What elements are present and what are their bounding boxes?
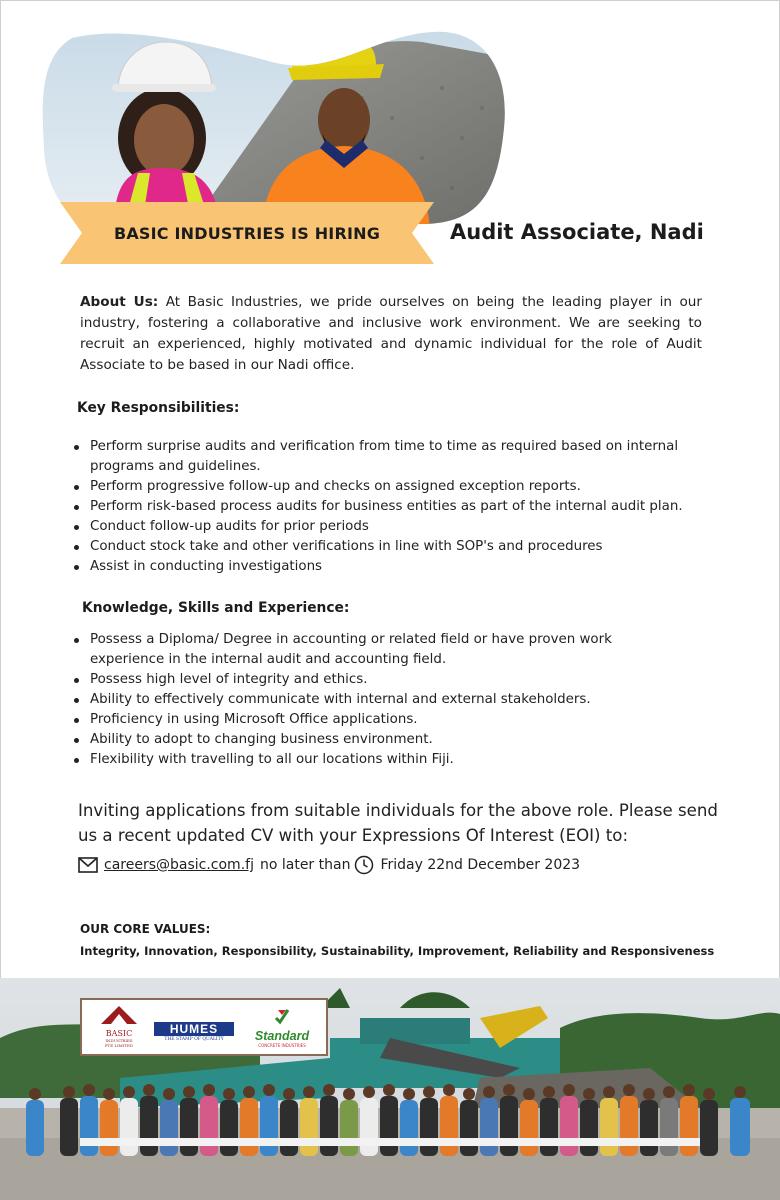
list-item: Conduct stock take and other verifications in line with SOP's and procedures: [74, 537, 714, 557]
list-item: Ability to effectively communicate with internal and external stakeholders.: [74, 690, 634, 710]
about-paragraph: [80, 292, 702, 376]
knowledge-list: [74, 630, 634, 770]
basic-logo-line2: INDUSTRIES: [105, 1038, 133, 1043]
mail-icon: [78, 857, 98, 873]
list-item: Perform progressive follow-up and checks on assigned exception reports.: [74, 477, 714, 497]
about-text: At Basic Industries, we pride ourselves on being the leading player in our industry, fostering a collaborative and inclusive work environment. We are seeking to recruit an experienced, highly motivated and dynamic individual for the role of Audit Associate to be based in our Nadi office.: [80, 294, 702, 373]
basic-logo-text: BASIC: [105, 1029, 133, 1038]
company-logos: [80, 998, 328, 1056]
core-values-text: Integrity, Innovation, Responsibility, Sustainability, Improvement, Reliability and Responsiveness: [80, 944, 715, 958]
job-title: Audit Associate, Nadi: [450, 220, 704, 244]
about-label: About Us:: [80, 294, 159, 310]
basic-industries-logo: [96, 1004, 142, 1048]
knowledge-heading: Knowledge, Skills and Experience:: [82, 600, 350, 616]
hiring-banner-text: BASIC INDUSTRIES IS HIRING: [113, 223, 381, 243]
list-item: Perform risk-based process audits for business entities as part of the internal audit plan.: [74, 497, 714, 517]
deadline-prefix: no later than: [259, 857, 351, 873]
responsibilities-heading: Key Responsibilities:: [77, 400, 240, 416]
list-item: Possess a Diploma/ Degree in accounting or related field or have proven work experience in the internal audit and accounting field.: [74, 630, 634, 670]
list-item: Perform surprise audits and verification from time to time as required based on internal programs and guidelines.: [74, 437, 714, 477]
core-values-title: OUR CORE VALUES:: [80, 922, 211, 936]
list-item: Conduct follow-up audits for prior periods: [74, 517, 714, 537]
basic-logo-sub: PTE LIMITED: [104, 1043, 134, 1048]
humes-logo-text: HUMES: [154, 1022, 234, 1036]
invite-text: Inviting applications from suitable individuals for the above role. Please send us a recent updated CV with your Expressions Of Interest (EOI) to:: [78, 801, 718, 845]
list-item: Assist in conducting investigations: [74, 557, 714, 577]
list-item: Flexibility with travelling to all our locations within Fiji.: [74, 750, 634, 770]
standard-logo: [242, 1006, 322, 1048]
standard-logo-sub: CONCRETE INDUSTRIES: [258, 1043, 306, 1048]
responsibilities-list: [74, 437, 714, 577]
humes-logo: [154, 1022, 234, 1042]
email-link[interactable]: careers@basic.com.fj: [104, 857, 254, 873]
standard-logo-text: Standard: [254, 1029, 310, 1043]
clock-icon: [354, 855, 374, 875]
list-item: Possess high level of integrity and ethics.: [74, 670, 634, 690]
humes-logo-tag: THE STAMP OF QUALITY: [164, 1037, 224, 1042]
hero-photo: [42, 28, 510, 224]
contact-line: [78, 855, 580, 875]
list-item: Ability to adopt to changing business environment.: [74, 730, 634, 750]
deadline-date: Friday 22nd December 2023: [380, 857, 581, 873]
list-item: Proficiency in using Microsoft Office applications.: [74, 710, 634, 730]
